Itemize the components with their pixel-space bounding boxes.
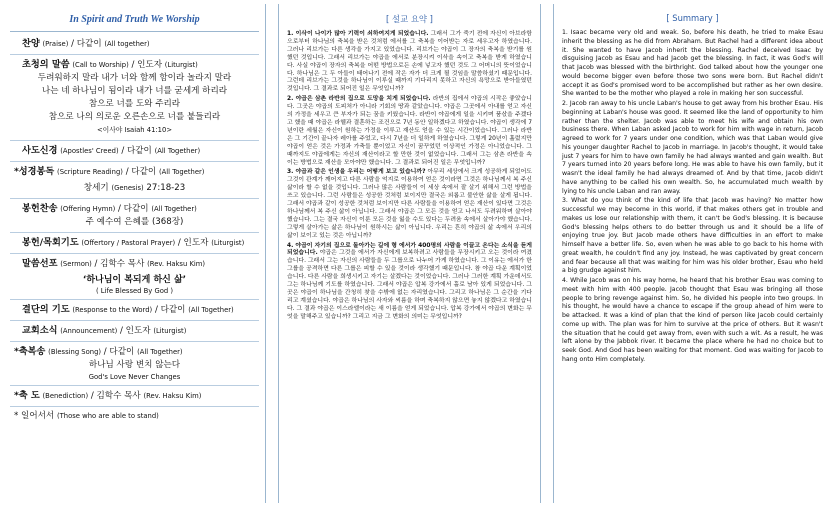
divider bbox=[10, 253, 259, 254]
call-verse-line: 두려워하지 말라 내가 너와 함께 함이라 놀라지 말라 bbox=[37, 73, 232, 83]
summary-paragraph: 4. 야곱이 자기의 집으로 돌아가는 길에 형 에서가 400명의 사람을 이끌고 온다는 소식을 듣게 되었습니다. 야곱은 그것을 에서가 자신에게 보복하려고 사람들을 무장시키고 오는 것이라 여겼습니다. 그래서 그는 자신의 사람들을 두 그룹으로 나누어 가게 하였습니다. 그 이유는 에서가 한 그룹을 공격하면 다른 그룹은 피할 수 있을 것이라 생각했기 때문입니다. 참 야곱 다운 계획이었습니다. 다른 사람을 희생시키고 자기는 살겠다는 것이었습니다. 그러나 그러한 계획 가운데서도 그는 하나님께 기도를 하였습니다. 그래서 야곱은 압복 강가에서 홀로 남아 있게 되었습니다. 그곳은 야곱이 하나님을 간청히 찾을 수밖에 없는 자리였습니다. 그리고 하나님은 그 순간을 기다리고 계셨습니다. 야곱은 하나님의 사자와 씨름을 하며 축복하지 않으면 놓지 않겠다고 하였습니다. 그 결과 야곱은 이스라엘이라는 새 이름을 얻게 되었습니다. 압복 강가에서 야곱의 변화는 무엇을 말해주고 있습니까? 그리고 지금 그 변화의 의미는 무엇입니까? bbox=[287, 242, 532, 320]
divider bbox=[10, 320, 259, 321]
scripture-row: *성경봉독 (Scripture Reading) / 다같이 (All Together) bbox=[14, 166, 205, 177]
divider bbox=[10, 406, 259, 407]
divider bbox=[10, 198, 259, 199]
stand-note: * 일어서서 (Those who are able to stand) bbox=[14, 411, 159, 421]
english-summary-title: [ Summary ] bbox=[666, 13, 719, 23]
summary-paragraph: 4. While Jacob was on his way home, he heard that his brother Esau was coming to meet with him with 400 people. Jacob thought that Esau was bringing all those people to bring revenge against him. So, he divided his people into two groups. In his thought, he would have a chance to escape if the group ahead of him were to be attacked. It was a kind of plan that the kind of person like Jacob could certainly come up with. The plan was for him to survive at the price of others. But it wasn't the situation that he could get away from, even with such a wit. As a result, he was left alone by the Jabbok river. It became the place where he had no choice but to seek God. And God has been waiting for that moment. God was waiting for Jacob to hang onto Him completely. bbox=[562, 277, 823, 363]
sermon-title-english: ( Life Blessed By God ) bbox=[95, 287, 174, 295]
offering-hymn-row: 봉헌찬송 (Offering Hymn) / 다같이 (All Together) bbox=[22, 203, 197, 214]
divider bbox=[10, 232, 259, 233]
worship-order-panel bbox=[4, 4, 266, 503]
offering-hymn-title: 주 예수여 은혜를 (368장) bbox=[85, 217, 184, 227]
summary-paragraph: 2. 야곱은 삼촌 라반의 집으로 도망을 치게 되었습니다. 라반의 집에서 야곱의 시작은 좋았습니다. 그곳은 야곱의 도피처가 아니라 기회의 땅과 같았습니다. 야곱은 그곳에서 아내를 얻고 자신의 가정을 세우고 큰 부자가 되는 꿈을 키웠습니다. 라반이 야곱에게 일을 시키며 품삯을 주겠다고 했을 때 야곱은 라헬과 결혼하는 조건으로 7년 동안 일하겠다고 하였습니다. 야곱이 생각에 7년이란 세월은 자신이 원하는 가정을 이루고 재산도 얻을 수 있는 시간이었습니다. 그러나 라반은 그 기간이 끝나자 레아를 주었고, 다시 7년을 더 일하게 하였습니다. 그렇게 20년이 흘렀지만 야곱이 얻은 것은 가정과 가축들 뿐이었고 자신이 꿈꾸었던 이상적인 가정은 아니었습니다. 그 때까지도 야곱에게는 자신의 재산이라고 할 만한 것이 없었습니다. 그래서 그는 삼촌 라반을 속이는 방법으로 재산을 모아야만 했습니다. 그 결과로 되어진 일은 무엇입니까? bbox=[287, 96, 532, 166]
summary-paragraph: 2. Jacob ran away to his uncle Laban's house to get away from his brother Esau. His beginning at Laban's house was good. It seemed like the land of opportunity to him rather than the shelter. Jacob was able to meet his wife and obtain his own business there. When Laban asked Jacob to work for him with wage in return, Jacob agreed to work for 7 years under one condition, which was that Laban would give his younger daughter Rachel to Jacob in marriage. In Jacob's thought, it would take just 7 years for him to have own family he had always wanted and gain wealth. But 7 years turned into 20 years before long. He was able to have his own family, but it wasn't the ideal family he had always dreamed of. And by that time, Jacob didn't have anything to be called his own wealth. So, he accumulated much wealth by lying to his uncle Laban and ran away. bbox=[562, 100, 823, 195]
call-verse-reference: <이사야 Isaiah 41:10> bbox=[96, 126, 173, 134]
divider bbox=[10, 140, 259, 141]
scripture-reference: 창세기 (Genesis) 27:18-23 bbox=[83, 183, 186, 193]
divider bbox=[10, 299, 259, 300]
divider bbox=[10, 385, 259, 386]
summary-paragraph: 3. 야곱과 같은 인생을 우리는 어떻게 보고 있습니까? 아무리 세상에서 크게 성공하게 되었어도 그것이 관계가 깨어지고 다른 사람을 억지로 이용하여 얻은 것이라면 그것은 하나님께서 복 주신 삶이라 할 수 없을 것입니다. 그러나 많은 사람들이 이 세상 속에서 잘 살기 위해서 그런 방법을 쓰고 있습니다. 그런 사람들은 성공한 것처럼 보이지만 결국은 외롭고 불안한 삶을 살게 됩니다. 그래서 야곱과 같이 성공한 것처럼 보이지만 다른 사람들을 이용하여 얻은 재산이 있다면 그것은 하나님께서 복 주신 삶이 아닙니다. 그래서 야곱은 그 모든 것을 얻고 나서도 두려워하며 살아야 했습니다. 그는 결국 자신이 이룬 모든 것을 잃을 수도 있다는 두려움 속에서 살아가야 했습니다. 그렇게 살아가는 삶은 하나님이 원하시는 삶이 아닙니다. 우리는 흔히 야곱의 삶 속에서 우리의 삶이 보이고 있는 것은 아닙니까? bbox=[287, 169, 532, 239]
english-summary-body bbox=[562, 29, 823, 365]
divider bbox=[10, 161, 259, 162]
sermon-row: 말씀선포 (Sermon) / 김학수 목사 (Rev. Haksu Kim) bbox=[22, 258, 206, 269]
divider bbox=[10, 341, 259, 342]
korean-summary-body bbox=[287, 31, 532, 322]
announcement-row: 교회소식 (Announcement) / 인도자 (Liturgist) bbox=[22, 325, 187, 336]
summary-paragraph: 1. 이삭이 나이가 많아 기력이 쇠하여지게 되었습니다. 그래서 그가 죽기 전에 자신이 아브라함으로부터 하나님의 축복을 받은 것처럼 에서를 그 축복을 이어받는 자로 세우고자 하였습니다. 그러나 리브가는 다른 생각을 가지고 있었습니다. 리브가는 야곱이 그 장자의 축복을 받기를 원했던 것입니다. 그래서 리브가는 야곱을 에서로 분장시켜 이삭을 속이고 축복을 받게 하였습니다. 사실 야곱이 장자의 축복을 어떤 방법으로든 손에 넣고자 했던 것도 그 어머니의 뜻이었습니다. 하나님은 그 두 아들이 태어나기 전에 작은 자가 더 크게 될 것임을 말씀하셨기 때문입니다. 그런데 리브가는 그것을 하나님이 이루실 때까지 기다리지 못하고 자신의 욕망으로 받아들였던 것입니다. 그 결과로 되어진 일은 무엇입니까? bbox=[287, 31, 532, 93]
response-prayer-row: 결단의 기도 (Response to the Word) / 다같이 (All Together) bbox=[22, 304, 234, 315]
call-verse-line: 나는 네 하나님이 됨이라 내가 너를 굳세게 하리라 bbox=[41, 86, 228, 96]
sermon-title: ‘하나님이 복되게 하신 삶’ bbox=[82, 275, 187, 285]
english-summary-panel bbox=[553, 4, 831, 503]
blessing-song-title-english: God's Love Never Changes bbox=[88, 373, 181, 381]
praise-row: 찬양 (Praise) / 다같이 (All together) bbox=[22, 38, 150, 49]
summary-paragraph: 3. What do you think of the kind of life that Jacob was having? No matter how successful we may become in this world, if that makes others get in trouble and makes us lose our relationship with them, it can't be God's blessing. It is because God's blessing helps others to do better through us and it should be a life of enjoying true joy. But Jacob made others have difficulties in an effort to make himself have a better life. So, even when he was able to go back to his home with great wealth, he couldn't find any joy. Instead, he was captivated by great concern and fear because all that was waiting for him was his older brother, Esau who held a big grudge against him. bbox=[562, 197, 823, 275]
pastoral-prayer-row: 봉헌/목회기도 (Offertory / Pastoral Prayer) / 인도자 (Liturgist) bbox=[22, 237, 245, 248]
creed-row: 사도신경 (Apostles' Creed) / 다같이 (All Together) bbox=[22, 145, 201, 156]
call-to-worship-row: 초청의 말씀 (Call to Worship) / 인도자 (Liturgist) bbox=[22, 59, 198, 70]
summary-paragraph: 1. Isaac became very old and weak. So, before his death, he tried to make Esau inherit the blessing as he did from Abraham. But Rachel had a different idea about it. She wanted to have Jacob inherit the blessing. Rachel deceived Isaac by disguising Jacob as Esau and had Jacob get the blessing. In fact, it was God's will that Jacob was blessed with the birthright. God talked about how the younger one would become bigger even before those two sons were born. But Rachel didn't accept it as God's promised word to be accomplished but rather as her own desire. She wanted to be the mother who played a role in making her son successful. bbox=[562, 29, 823, 98]
korean-summary-panel bbox=[278, 4, 541, 503]
benediction-row: *축 도 (Benediction) / 김학수 목사 (Rev. Haksu Kim) bbox=[14, 390, 202, 401]
call-verse-line: 참으로 나의 의로운 오른손으로 너를 붙들리라 bbox=[48, 112, 221, 122]
korean-summary-title: [ 설교 요약 ] bbox=[386, 14, 433, 24]
blessing-song-title: 하나님 사랑 변치 않는다 bbox=[88, 360, 181, 370]
bulletin-header: In Spirit and Truth We Worship bbox=[10, 4, 259, 32]
blessing-song-row: *축복송 (Blessing Song) / 다같이 (All Together) bbox=[14, 346, 183, 357]
call-verse-line: 참으로 너를 도와 주리라 bbox=[88, 99, 181, 109]
divider bbox=[10, 54, 259, 55]
